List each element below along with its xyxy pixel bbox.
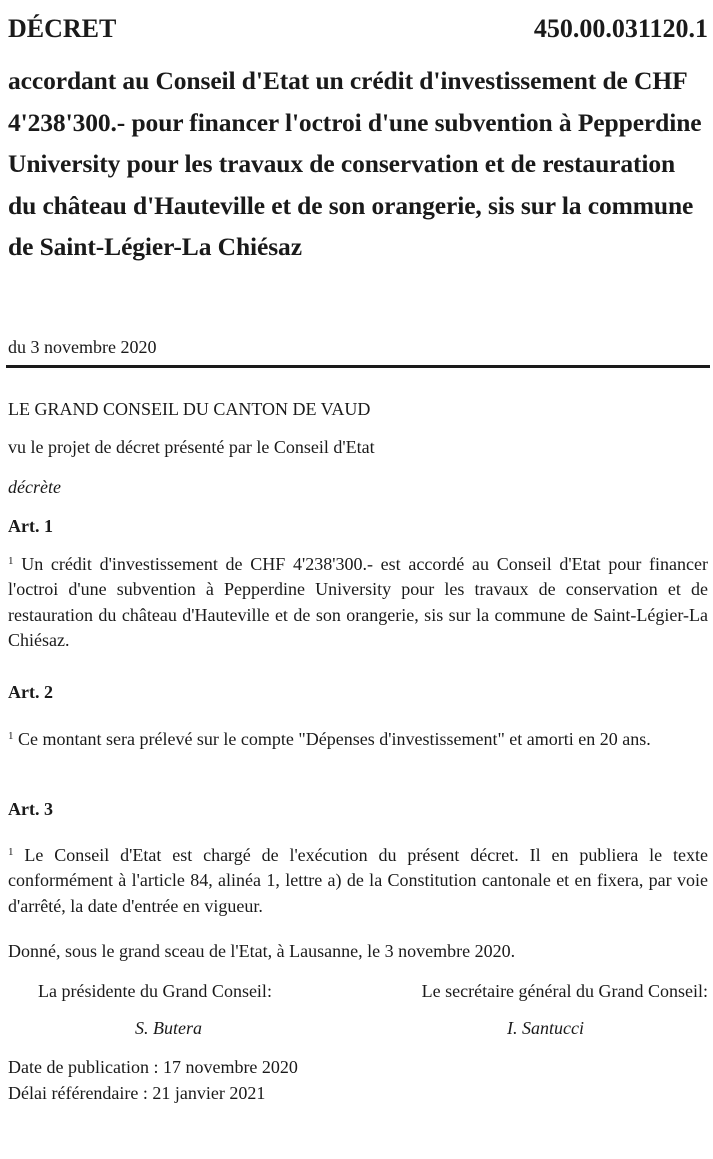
authority-line: LE GRAND CONSEIL DU CANTON DE VAUD bbox=[8, 399, 371, 419]
decree-date: du 3 novembre 2020 bbox=[8, 337, 157, 357]
article-text: Le Conseil d'Etat est chargé de l'exécution du présent décret. Il en publiera le texte conformément à l'article 84, alinéa 1, lettre a) de la Constitution cantonale et en fixera, par voie d'arrêté, la date d'entrée en vigueur. bbox=[8, 845, 709, 916]
secretary-name: I. Santucci bbox=[507, 1018, 584, 1038]
article-heading: Art. 2 bbox=[8, 682, 53, 702]
president-name: S. Butera bbox=[135, 1018, 202, 1038]
secretary-title: Le secrétaire général du Grand Conseil: bbox=[421, 981, 708, 1001]
publication-date: Date de publication : 17 novembre 2020 bbox=[8, 1057, 298, 1077]
given-line: Donné, sous le grand sceau de l'Etat, à Lausanne, le 3 novembre 2020. bbox=[8, 941, 516, 961]
article-text: Ce montant sera prélevé sur le compte "Dépenses d'investissement" et amorti en 20 ans. bbox=[18, 729, 651, 749]
article-paragraph bbox=[8, 727, 708, 752]
document-number: 450.00.031120.1 bbox=[533, 14, 708, 43]
paragraph-number: 1 bbox=[8, 555, 14, 567]
article-paragraph bbox=[8, 843, 708, 919]
header-divider bbox=[6, 365, 710, 368]
article-text: Un crédit d'investissement de CHF 4'238'300.- est accordé au Conseil d'Etat pour financer l'octroi d'une subvention à Pepperdine University pour les travaux de conservation et de restauration du château d'Hauteville et de son orangerie, sis sur la commune de Saint-Légier-La Chiésaz. bbox=[8, 554, 709, 650]
paragraph-number: 1 bbox=[8, 846, 14, 858]
preamble-line: vu le projet de décret présenté par le Conseil d'Etat bbox=[8, 437, 375, 457]
article-heading: Art. 3 bbox=[8, 799, 53, 819]
paragraph-number: 1 bbox=[8, 730, 14, 742]
decree-title: accordant au Conseil d'Etat un crédit d'investissement de CHF 4'238'300.- pour financer l'octroi d'une subvention à Pepperdine University pour les travaux de conservation et de restauration du château d'Hauteville et de son orangerie, sis sur la commune de Saint-Légier-La Chiésaz bbox=[8, 66, 702, 261]
referendum-deadline: Délai référendaire : 21 janvier 2021 bbox=[8, 1083, 266, 1103]
president-title: La présidente du Grand Conseil: bbox=[38, 981, 272, 1001]
article-heading: Art. 1 bbox=[8, 516, 53, 536]
article-paragraph bbox=[8, 552, 708, 653]
decree-word: décrète bbox=[8, 477, 61, 497]
document-header bbox=[8, 14, 708, 44]
document-type: DÉCRET bbox=[8, 14, 117, 43]
